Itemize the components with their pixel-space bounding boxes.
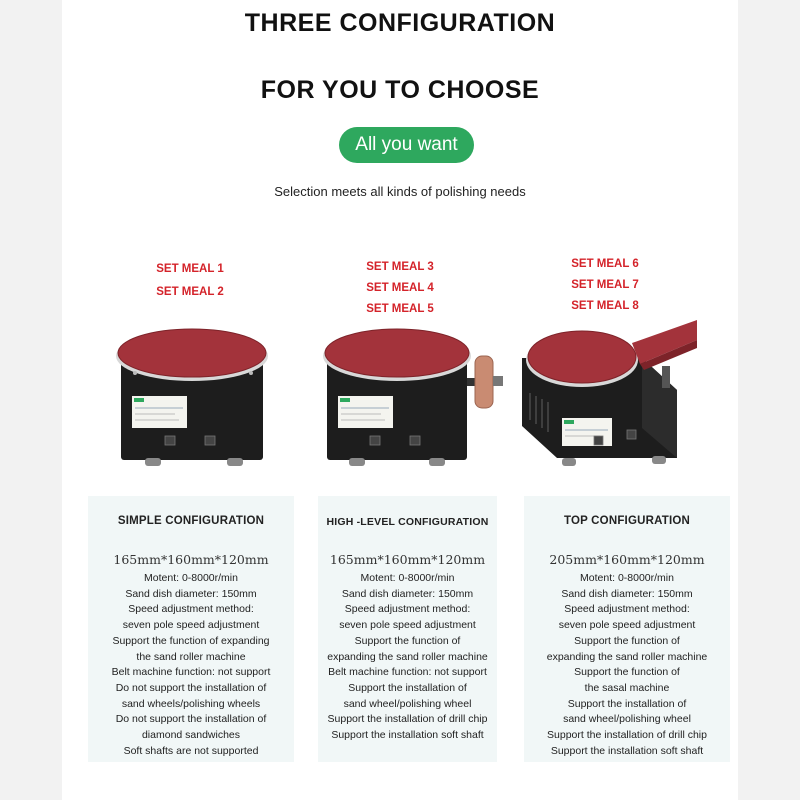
card-title: HIGH -LEVEL CONFIGURATION <box>326 516 489 528</box>
set-meal-label: SET MEAL 1 <box>156 263 224 275</box>
spec-line: Motent: 0-8000r/min <box>360 572 455 584</box>
top-sander-image <box>512 318 697 478</box>
spec-line: Belt machine function: not support <box>111 666 271 679</box>
spec-line: Motent: 0-8000r/min <box>580 572 674 584</box>
set-meal-label: SET MEAL 6 <box>571 258 639 270</box>
spec-line: seven pole speed adjustment <box>122 619 260 632</box>
set-meal-list-simple <box>120 258 260 304</box>
spec-line: Support the function of <box>574 666 680 679</box>
spec-line: Support the installation soft shaft <box>331 729 484 742</box>
spec-line: sand wheel/polishing wheel <box>563 713 691 726</box>
spec-line: expanding the sand roller machine <box>327 650 488 663</box>
spec-line: diamond sandwiches <box>141 729 241 742</box>
set-meal-label: SET MEAL 8 <box>571 300 639 312</box>
spec-line: Speed adjustment method: <box>344 603 471 616</box>
set-meal-list-top <box>535 254 675 317</box>
spec-line: the sand roller machine <box>136 650 246 663</box>
spec-line: Support the installation of <box>567 697 687 710</box>
spec-line: sand wheel/polishing wheel <box>343 697 472 710</box>
left-margin-panel <box>0 0 62 800</box>
top-configuration-card <box>524 496 730 762</box>
simple-sander-image <box>105 318 280 468</box>
spec-line: Sand dish diameter: 150mm <box>561 587 693 600</box>
spec-line: Sand dish diameter: 150mm <box>125 587 257 600</box>
card-spec-list <box>524 571 730 759</box>
spec-line: Do not support the installation of <box>115 713 267 726</box>
spec-line: Motent: 0-8000r/min <box>144 572 238 584</box>
spec-line: Support the installation of drill chip <box>547 729 707 742</box>
set-meal-label: SET MEAL 5 <box>366 303 434 315</box>
spec-line: expanding the sand roller machine <box>546 650 708 663</box>
set-meal-label: SET MEAL 7 <box>571 279 639 291</box>
simple-configuration-card <box>88 496 294 762</box>
card-spec-list <box>88 571 294 759</box>
spec-line: the sasal machine <box>584 681 670 694</box>
card-dimensions: 165mm*160mm*120mm <box>113 552 269 567</box>
spec-line: Soft shafts are not supported <box>123 744 259 757</box>
spec-line: Support the function of expanding <box>112 634 270 647</box>
card-title: TOP CONFIGURATION <box>563 515 691 527</box>
spec-line: sand wheels/polishing wheels <box>121 697 261 710</box>
spec-line: seven pole speed adjustment <box>558 619 696 632</box>
spec-line: Support the installation of drill chip <box>327 713 488 726</box>
high-level-configuration-card <box>318 496 497 762</box>
page-subtitle: Selection meets all kinds of polishing needs <box>274 184 526 199</box>
high-level-sander-image <box>315 318 510 468</box>
spec-line: Support the installation soft shaft <box>550 744 704 757</box>
spec-line: Speed adjustment method: <box>128 603 254 616</box>
card-dimensions: 165mm*160mm*120mm <box>329 552 486 567</box>
page-title-line1: THREE CONFIGURATION <box>244 9 556 37</box>
right-margin-panel <box>738 0 800 800</box>
spec-line: Sand dish diameter: 150mm <box>341 587 474 600</box>
spec-line: Support the installation of <box>348 681 467 694</box>
spec-line: seven pole speed adjustment <box>339 619 476 632</box>
all-you-want-badge: All you want <box>339 127 474 163</box>
spec-line: Support the function of <box>354 634 461 647</box>
set-meal-list-high <box>330 257 470 320</box>
spec-line: Do not support the installation of <box>115 681 267 694</box>
page-title-line2: FOR YOU TO CHOOSE <box>260 76 540 104</box>
set-meal-label: SET MEAL 4 <box>366 282 434 294</box>
spec-line: Support the function of <box>574 634 680 647</box>
spec-line: Speed adjustment method: <box>564 603 690 616</box>
card-title: SIMPLE CONFIGURATION <box>117 515 265 527</box>
spec-line: Belt machine function: not support <box>328 666 487 679</box>
card-dimensions: 205mm*160mm*120mm <box>549 552 705 567</box>
set-meal-label: SET MEAL 2 <box>156 286 224 298</box>
card-spec-list <box>318 571 497 744</box>
set-meal-label: SET MEAL 3 <box>366 261 434 273</box>
